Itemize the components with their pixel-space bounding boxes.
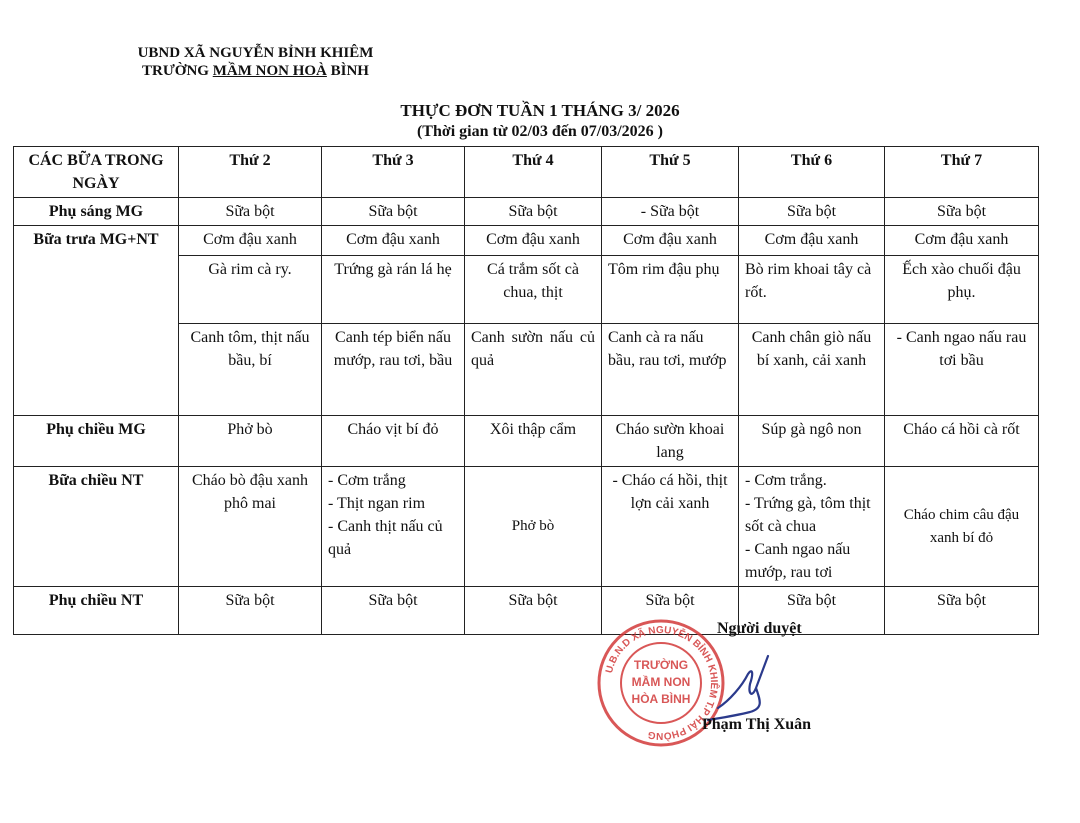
approver-label: Người duyệt: [717, 620, 802, 637]
org-line-2-post: BÌNH: [326, 63, 369, 79]
day-header: Thứ 3: [322, 147, 465, 198]
meal-label: Phụ chiều NT: [14, 587, 179, 635]
menu-cell: - Cháo cá hồi, thịt lợn cải xanh: [602, 467, 739, 587]
menu-cell: Cháo chim câu đậu xanh bí đỏ: [885, 467, 1039, 587]
menu-cell-list: [322, 467, 465, 587]
menu-line: - Canh ngao nấu mướp, rau tơi: [745, 541, 851, 581]
menu-cell: Canh chân giò nấu bí xanh, cải xanh: [739, 324, 885, 416]
menu-cell: Canh tôm, thịt nấu bầu, bí: [179, 324, 322, 416]
menu-line: - Cơm trắng.: [745, 472, 827, 489]
stamp-center-line: MẦM NON: [631, 675, 691, 689]
menu-cell: Cháo sườn khoai lang: [602, 416, 739, 467]
menu-cell: Sữa bột: [739, 198, 885, 226]
weekly-menu-table: [13, 146, 1039, 635]
menu-cell: Sữa bột: [739, 587, 885, 635]
meal-label: Phụ sáng MG: [14, 198, 179, 226]
stamp-center-line: TRƯỜNG: [633, 658, 689, 672]
menu-title: THỰC ĐƠN TUẦN 1 THÁNG 3/ 2026: [400, 101, 680, 120]
stamp-center-line: HÒA BÌNH: [631, 692, 691, 706]
menu-cell: - Sữa bột: [602, 198, 739, 226]
menu-cell: Cơm đậu xanh: [465, 226, 602, 256]
table-row-bua-chieu-nt: [14, 467, 1039, 587]
table-header-row: [14, 147, 1039, 198]
menu-cell: Ếch xào chuối đậu phụ.: [885, 256, 1039, 324]
menu-line: - Cơm trắng: [328, 472, 406, 489]
menu-cell: Trứng gà rán lá hẹ: [322, 256, 465, 324]
menu-cell: Sữa bột: [602, 587, 739, 635]
menu-cell: Sữa bột: [465, 587, 602, 635]
menu-cell: Xôi thập cẩm: [465, 416, 602, 467]
menu-subtitle: (Thời gian từ 02/03 đến 07/03/2026 ): [416, 123, 664, 140]
menu-cell: - Canh ngao nấu rau tơi bầu: [885, 324, 1039, 416]
menu-cell: Cá trắm sốt cà chua, thịt: [465, 256, 602, 324]
meal-label: Phụ chiều MG: [14, 416, 179, 467]
menu-cell: Sữa bột: [885, 587, 1039, 635]
menu-line: - Canh thịt nấu củ quả: [328, 518, 443, 558]
menu-cell: Sữa bột: [885, 198, 1039, 226]
day-header: Thứ 7: [885, 147, 1039, 198]
menu-cell: Cơm đậu xanh: [179, 226, 322, 256]
menu-cell: Cơm đậu xanh: [602, 226, 739, 256]
table-row-phu-chieu-mg: [14, 416, 1039, 467]
menu-line: - Thịt ngan rim: [328, 495, 426, 512]
menu-cell: Sữa bột: [322, 587, 465, 635]
menu-cell: Sữa bột: [179, 587, 322, 635]
menu-cell-list: [739, 467, 885, 587]
menu-cell: Canh tép biển nấu mướp, rau tơi, bầu: [322, 324, 465, 416]
menu-cell: Cơm đậu xanh: [322, 226, 465, 256]
org-line-2: [118, 62, 393, 80]
menu-cell: Cơm đậu xanh: [739, 226, 885, 256]
menu-cell: Phở bò: [465, 467, 602, 587]
menu-cell: Cơm đậu xanh: [885, 226, 1039, 256]
menu-cell: Sữa bột: [179, 198, 322, 226]
org-line-2-pre: TRƯỜNG: [142, 63, 213, 79]
organization-header: [118, 44, 393, 80]
menu-line: - Trứng gà, tôm thịt sốt cà chua: [745, 495, 871, 535]
table-row-phu-sang: [14, 198, 1039, 226]
menu-cell: Canh sườn nấu củ quả: [465, 324, 602, 416]
approver-name: Phạm Thị Xuân: [702, 716, 812, 733]
stamp-ring-text: U.B.N.D XÃ NGUYỄN BỈNH KHIÊM T.P HẢI PHÒNG: [604, 624, 720, 742]
menu-cell: Gà rim cà ry.: [179, 256, 322, 324]
day-header: Thứ 2: [179, 147, 322, 198]
day-header: Thứ 4: [465, 147, 602, 198]
table-row-phu-chieu-nt: [14, 587, 1039, 635]
menu-cell: Súp gà ngô non: [739, 416, 885, 467]
org-line-1: UBND XÃ NGUYỄN BỈNH KHIÊM: [137, 45, 374, 61]
menu-cell: Bò rim khoai tây cà rốt.: [739, 256, 885, 324]
menu-cell: Canh cà ra nấu bầu, rau tơi, mướp: [602, 324, 739, 416]
menu-cell: Phở bò: [179, 416, 322, 467]
table-row-bua-trua-rice: [14, 226, 1039, 256]
corner-header: CÁC BỮA TRONG NGÀY: [14, 147, 179, 198]
meal-label: Bữa chiều NT: [14, 467, 179, 587]
menu-cell: Cháo vịt bí đỏ: [322, 416, 465, 467]
menu-cell: Tôm rim đậu phụ: [602, 256, 739, 324]
day-header: Thứ 6: [739, 147, 885, 198]
meal-label: Bữa trưa MG+NT: [14, 226, 179, 416]
org-line-2-underlined: MẦM NON HOÀ: [212, 63, 327, 79]
day-header: Thứ 5: [602, 147, 739, 198]
menu-cell: Cháo bò đậu xanh phô mai: [179, 467, 322, 587]
menu-cell: Cháo cá hồi cà rốt: [885, 416, 1039, 467]
menu-cell: Sữa bột: [322, 198, 465, 226]
menu-cell: Sữa bột: [465, 198, 602, 226]
